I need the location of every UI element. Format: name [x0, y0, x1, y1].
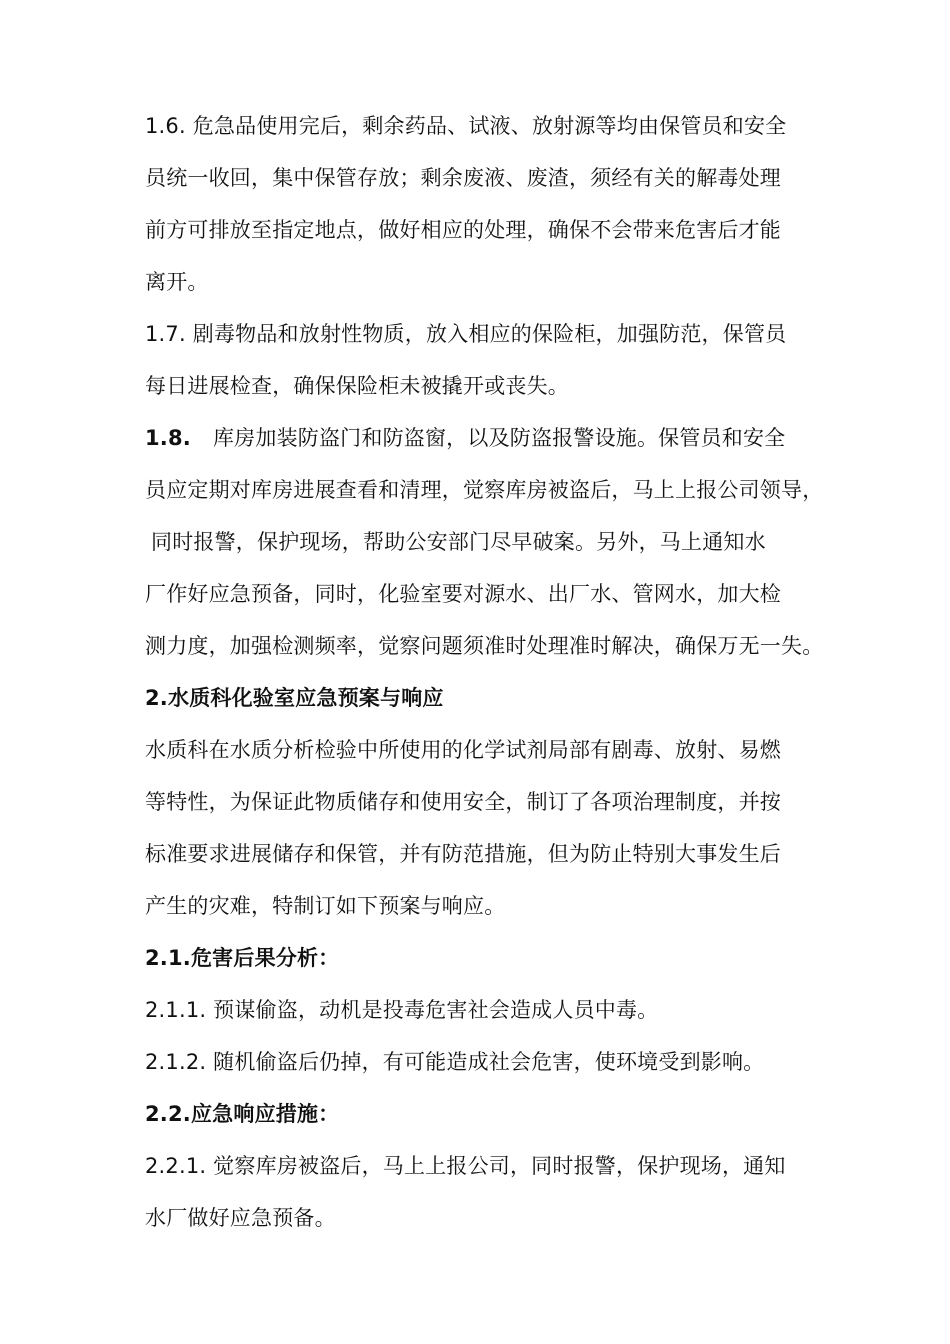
paragraph-1-6: [145, 100, 830, 308]
item-number: 1.8.: [145, 426, 191, 450]
text-line: 产生的灾难，特制订如下预案与响应。: [145, 894, 506, 918]
text-line: 前方可排放至指定地点，做好相应的处理，确保不会带来危害后才能: [145, 218, 781, 242]
line-text: 库房加装防盗门和防盗窗，以及防盗报警设施。保管员和安全: [212, 426, 786, 450]
paragraph-2-2-1: [145, 1140, 830, 1244]
paragraph-2-1-1: 2.1.1. 预谋偷盗，动机是投毒危害社会造成人员中毒。: [145, 998, 659, 1022]
text-line: 员应定期对库房进展查看和清理，觉察库房被盗后，马上上报公司领导，: [145, 478, 824, 502]
text-line: 标准要求进展储存和保管，并有防范措施，但为防止特别大事发生后: [145, 842, 781, 866]
section-heading-2: 2.水质科化验室应急预案与响应: [145, 686, 444, 710]
paragraph-2: [145, 724, 830, 932]
text-line: 等特性，为保证此物质储存和使用安全，制订了各项治理制度，并按: [145, 790, 781, 814]
text-line: 2.2.1. 觉察库房被盗后，马上上报公司，同时报警，保护现场，通知: [145, 1154, 786, 1178]
text-line: 测力度，加强检测频率，觉察问题须准时处理准时解决，确保万无一失。: [145, 634, 824, 658]
text-line: 同时报警，保护现场，帮助公安部门尽早破案。另外，马上通知水: [151, 530, 766, 554]
text-line: 水厂做好应急预备。: [145, 1206, 336, 1230]
text-line: 员统一收回，集中保管存放；剩余废液、废渣，须经有关的解毒处理: [145, 166, 781, 190]
paragraph-2-1-2: 2.1.2. 随机偷盗后仍掉，有可能造成社会危害，使环境受到影响。: [145, 1050, 765, 1074]
text-line: 离开。: [145, 270, 209, 294]
text-line: 1.6. 危急品使用完后，剩余药品、试液、放射源等均由保管员和安全: [145, 114, 787, 138]
text-line: 每日进展检查，确保保险柜未被撬开或丧失。: [145, 374, 569, 398]
section-heading-2-1: 2.1.危害后果分析：: [145, 946, 340, 970]
text-line: 水质科在水质分析检验中所使用的化学试剂局部有剧毒、放射、易燃: [145, 738, 781, 762]
section-heading-2-2: 2.2.应急响应措施：: [145, 1102, 340, 1126]
text-line: [145, 412, 830, 464]
paragraph-1-7: [145, 308, 830, 412]
paragraph-1-8: [145, 412, 830, 672]
text-line: 厂作好应急预备，同时，化验室要对源水、出厂水、管网水，加大检: [145, 582, 781, 606]
text-line: 1.7. 剧毒物品和放射性物质，放入相应的保险柜，加强防范，保管员: [145, 322, 787, 346]
